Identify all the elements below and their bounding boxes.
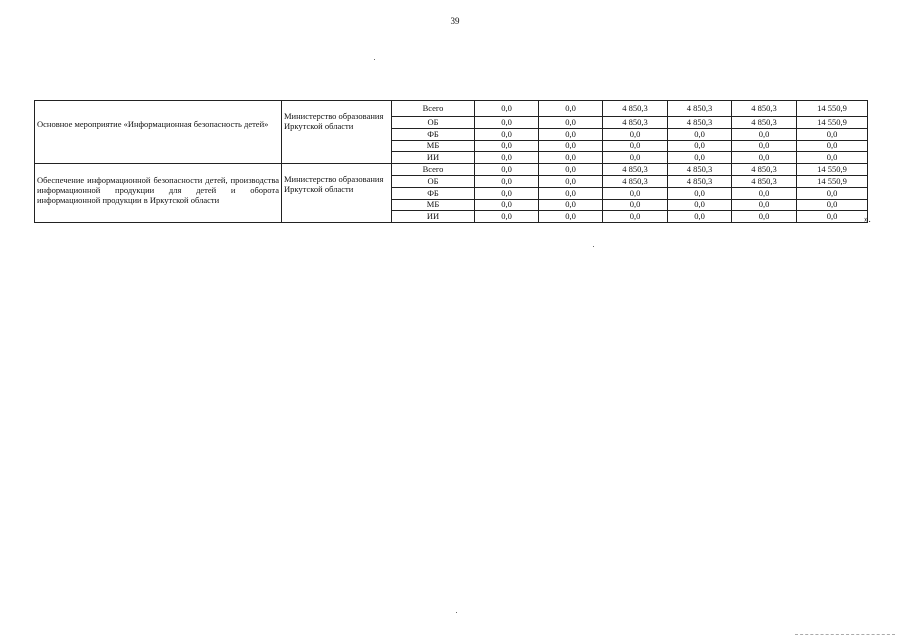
year-value-cell: 0,0	[475, 187, 539, 199]
page-number: 39	[450, 16, 460, 26]
year-value-cell: 0,0	[668, 187, 732, 199]
year-value-cell: 4 850,3	[668, 164, 732, 176]
year-value-cell: 4 850,3	[732, 164, 797, 176]
year-value-cell: 0,0	[603, 187, 668, 199]
year-value-cell: 0,0	[539, 101, 603, 117]
year-value-cell: 4 850,3	[603, 175, 668, 187]
year-value-cell: 0,0	[668, 211, 732, 223]
scan-edge-marks	[795, 634, 895, 638]
year-value-cell: 0,0	[668, 152, 732, 164]
year-value-cell: 0,0	[539, 187, 603, 199]
funding-table	[34, 100, 868, 223]
closing-quote-mark: ».	[864, 214, 871, 224]
table-row	[35, 101, 868, 117]
year-value-cell: 0,0	[475, 211, 539, 223]
year-value-cell: 0,0	[539, 128, 603, 140]
year-value-cell: 0,0	[539, 152, 603, 164]
total-value-cell: 0,0	[797, 152, 868, 164]
year-value-cell: 0,0	[732, 211, 797, 223]
funding-source-cell: МБ	[392, 140, 475, 152]
year-value-cell: 4 850,3	[668, 101, 732, 117]
year-value-cell: 0,0	[603, 199, 668, 211]
responsible-executor-cell: Министерство образования Иркутской области	[282, 164, 392, 223]
year-value-cell: 0,0	[539, 175, 603, 187]
year-value-cell: 0,0	[732, 199, 797, 211]
year-value-cell: 4 850,3	[668, 117, 732, 129]
year-value-cell: 0,0	[732, 128, 797, 140]
table-row	[35, 164, 868, 176]
year-value-cell: 0,0	[475, 152, 539, 164]
year-value-cell: 4 850,3	[668, 175, 732, 187]
year-value-cell: 0,0	[668, 199, 732, 211]
year-value-cell: 0,0	[539, 164, 603, 176]
total-value-cell: 14 550,9	[797, 101, 868, 117]
year-value-cell: 0,0	[475, 140, 539, 152]
total-value-cell: 0,0	[797, 199, 868, 211]
year-value-cell: 0,0	[732, 140, 797, 152]
activity-name-cell: Обеспечение информационной безопасности детей, производства информационной продукции для детей и оборота информационной продукции в Иркутской области	[35, 164, 282, 223]
funding-source-cell: ОБ	[392, 175, 475, 187]
year-value-cell: 4 850,3	[732, 175, 797, 187]
funding-source-cell: Всего	[392, 164, 475, 176]
total-value-cell: 14 550,9	[797, 117, 868, 129]
year-value-cell: 0,0	[539, 199, 603, 211]
year-value-cell: 0,0	[603, 128, 668, 140]
funding-source-cell: Всего	[392, 101, 475, 117]
funding-source-cell: МБ	[392, 199, 475, 211]
year-value-cell: 4 850,3	[732, 101, 797, 117]
year-value-cell: 4 850,3	[603, 117, 668, 129]
year-value-cell: 0,0	[668, 140, 732, 152]
total-value-cell: 0,0	[797, 187, 868, 199]
year-value-cell: 0,0	[475, 101, 539, 117]
year-value-cell: 0,0	[603, 211, 668, 223]
funding-source-cell: ФБ	[392, 128, 475, 140]
funding-source-cell: ФБ	[392, 187, 475, 199]
year-value-cell: 0,0	[539, 211, 603, 223]
scan-speck	[374, 59, 375, 60]
year-value-cell: 0,0	[475, 128, 539, 140]
year-value-cell: 0,0	[732, 152, 797, 164]
year-value-cell: 4 850,3	[732, 117, 797, 129]
total-value-cell: 14 550,9	[797, 164, 868, 176]
responsible-executor-cell: Министерство образования Иркутской области	[282, 101, 392, 164]
year-value-cell: 0,0	[539, 117, 603, 129]
funding-source-cell: ИИ	[392, 211, 475, 223]
year-value-cell: 0,0	[475, 175, 539, 187]
year-value-cell: 0,0	[475, 199, 539, 211]
activity-name-cell: Основное мероприятие «Информационная безопасность детей»	[35, 101, 282, 164]
year-value-cell: 0,0	[603, 140, 668, 152]
year-value-cell: 0,0	[475, 117, 539, 129]
funding-source-cell: ОБ	[392, 117, 475, 129]
scan-speck	[593, 246, 594, 247]
year-value-cell: 0,0	[539, 140, 603, 152]
total-value-cell: 0,0	[797, 128, 868, 140]
funding-source-cell: ИИ	[392, 152, 475, 164]
year-value-cell: 4 850,3	[603, 101, 668, 117]
total-value-cell: 0,0	[797, 211, 868, 223]
total-value-cell: 0,0	[797, 140, 868, 152]
table-body	[35, 101, 868, 223]
total-value-cell: 14 550,9	[797, 175, 868, 187]
year-value-cell: 4 850,3	[603, 164, 668, 176]
year-value-cell: 0,0	[475, 164, 539, 176]
year-value-cell: 0,0	[603, 152, 668, 164]
year-value-cell: 0,0	[668, 128, 732, 140]
scan-speck	[456, 612, 457, 613]
year-value-cell: 0,0	[732, 187, 797, 199]
